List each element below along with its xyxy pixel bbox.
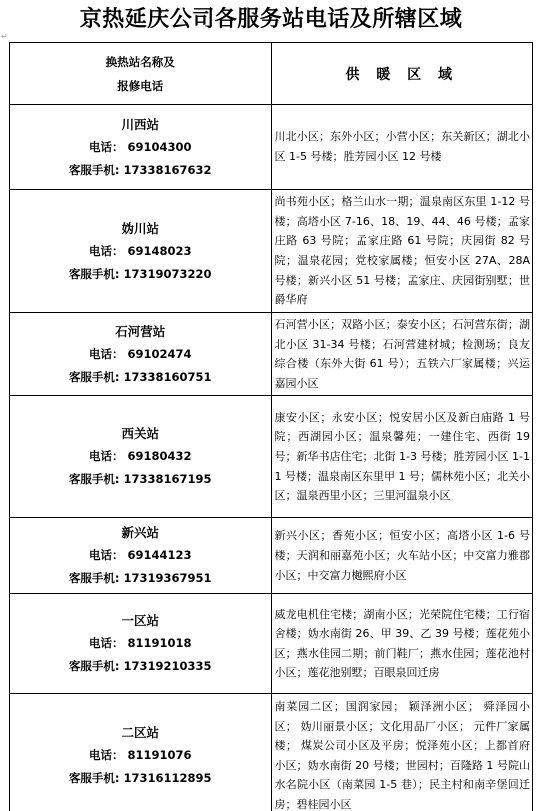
station-mobile: 客服手机: 17319210335: [68, 659, 212, 674]
table-row: [10, 396, 533, 518]
station-mobile: 客服手机: 17338167632: [68, 162, 212, 177]
table-row: [10, 105, 533, 190]
station-phone: 电话： 69148023: [88, 243, 192, 258]
table-row: [10, 313, 533, 396]
page-title: 京热延庆公司各服务站电话及所辖区域: [79, 6, 463, 32]
paragraph-mark-icon: ↵: [1, 32, 8, 41]
station-cell: [10, 190, 272, 313]
area-cell: 川北小区；东外小区；小营小区；东关新区；湖北小区 1-5 号楼；胜芳园小区 12 号楼: [271, 105, 533, 190]
table-header-row: [10, 43, 533, 105]
station-mobile: 客服手机: 17338167195: [68, 472, 212, 487]
station-mobile: 客服手机: 17319073220: [68, 266, 212, 281]
station-phone: 电话： 69104300: [88, 139, 192, 154]
station-name: 妫川站: [121, 220, 159, 236]
station-mobile: 客服手机: 17316112895: [68, 771, 212, 786]
table-row: [10, 694, 533, 811]
station-mobile: 客服手机: 17338160751: [68, 369, 212, 384]
station-phone: 电话： 69102474: [88, 346, 192, 361]
station-name: 二区站: [121, 725, 159, 741]
area-cell: 尚书苑小区；格兰山水一期；温泉南区东里 1-12 号楼；高塔小区 7-16、18、19、44、46 号楼；孟家庄路 63 号院；孟家庄路 61 号院；庆园街 82 号院；温泉花园；党校家属楼；恒安小区 27A、28A 号楼；新兴小区 51 号楼；孟家庄、庆园街别墅；世爵华府: [271, 190, 533, 313]
area-cell: 新兴小区；香苑小区；恒安小区；高塔小区 1-6 号楼；天润和丽嘉苑小区；火车站小区；中交富力雅郡小区；中交富力樾熙府小区: [271, 518, 533, 594]
station-column-header-line2: 报修电话: [117, 78, 164, 93]
station-cell: [10, 694, 272, 811]
station-column-header: [10, 43, 272, 105]
station-phone: 电话： 81191018: [88, 636, 192, 651]
area-column-header: 供 暖 区 域: [271, 43, 533, 105]
station-name: 新兴站: [121, 525, 159, 541]
station-phone: 电话： 69180432: [88, 449, 192, 464]
station-cell: [10, 594, 272, 694]
area-cell: 威龙电机住宅楼；湖南小区；光荣院住宅楼；工行宿舍楼；妫水南街 26、甲 39、乙 39 号楼；莲花苑小区；燕水佳园二期；前门鞋厂；燕水佳园；莲花池村小区；莲花池别墅；百眼泉回迁房: [271, 594, 533, 694]
table-row: [10, 594, 533, 694]
station-mobile: 客服手机: 17319367951: [68, 571, 212, 586]
area-cell: 康安小区；永安小区；悦安居小区及新白庙路 1 号院；西湖园小区；温泉馨苑；一建住宅、西街 19 号；新华书店住宅；北街 1-3 号楼；胜芳园小区 1-11 号楼；温泉南区东里甲 1 号；儒林苑小区；北关小区；温泉西里小区；三里河温泉小区: [271, 396, 533, 518]
station-name: 一区站: [121, 613, 159, 629]
service-station-table: [9, 42, 533, 811]
area-cell: 南菜园二区；国润家园； 颖泽洲小区； 舜泽园小区； 妫川丽景小区；文化用品厂小区； 元件厂家属楼； 煤炭公司小区及平房；悦泽苑小区；上都首府小区；妫水南街 20 号楼；世园村；百隆路 1 号院山水名院小区（南菜园 1-5 巷）；民主村和南辛堡回迁房；碧桂园小区: [271, 694, 533, 811]
station-column-header-line1: 换热站名称及: [105, 54, 175, 69]
station-cell: [10, 396, 272, 518]
station-name: 石河营站: [115, 323, 166, 339]
station-phone: 电话： 69144123: [88, 548, 192, 563]
station-cell: [10, 105, 272, 190]
station-name: 西关站: [121, 426, 159, 442]
station-cell: [10, 518, 272, 594]
table-row: [10, 190, 533, 313]
station-phone: 电话： 81191076: [88, 748, 192, 763]
station-cell: [10, 313, 272, 396]
area-cell: 石河营小区；双路小区；泰安小区；石河营东街；湖北小区 31-34 号楼；石河营建材城；检测场；良友综合楼（东外大街 61 号）；五铁六厂家属楼；兴运嘉园小区: [271, 313, 533, 396]
table-row: [10, 518, 533, 594]
station-name: 川西站: [121, 116, 159, 132]
